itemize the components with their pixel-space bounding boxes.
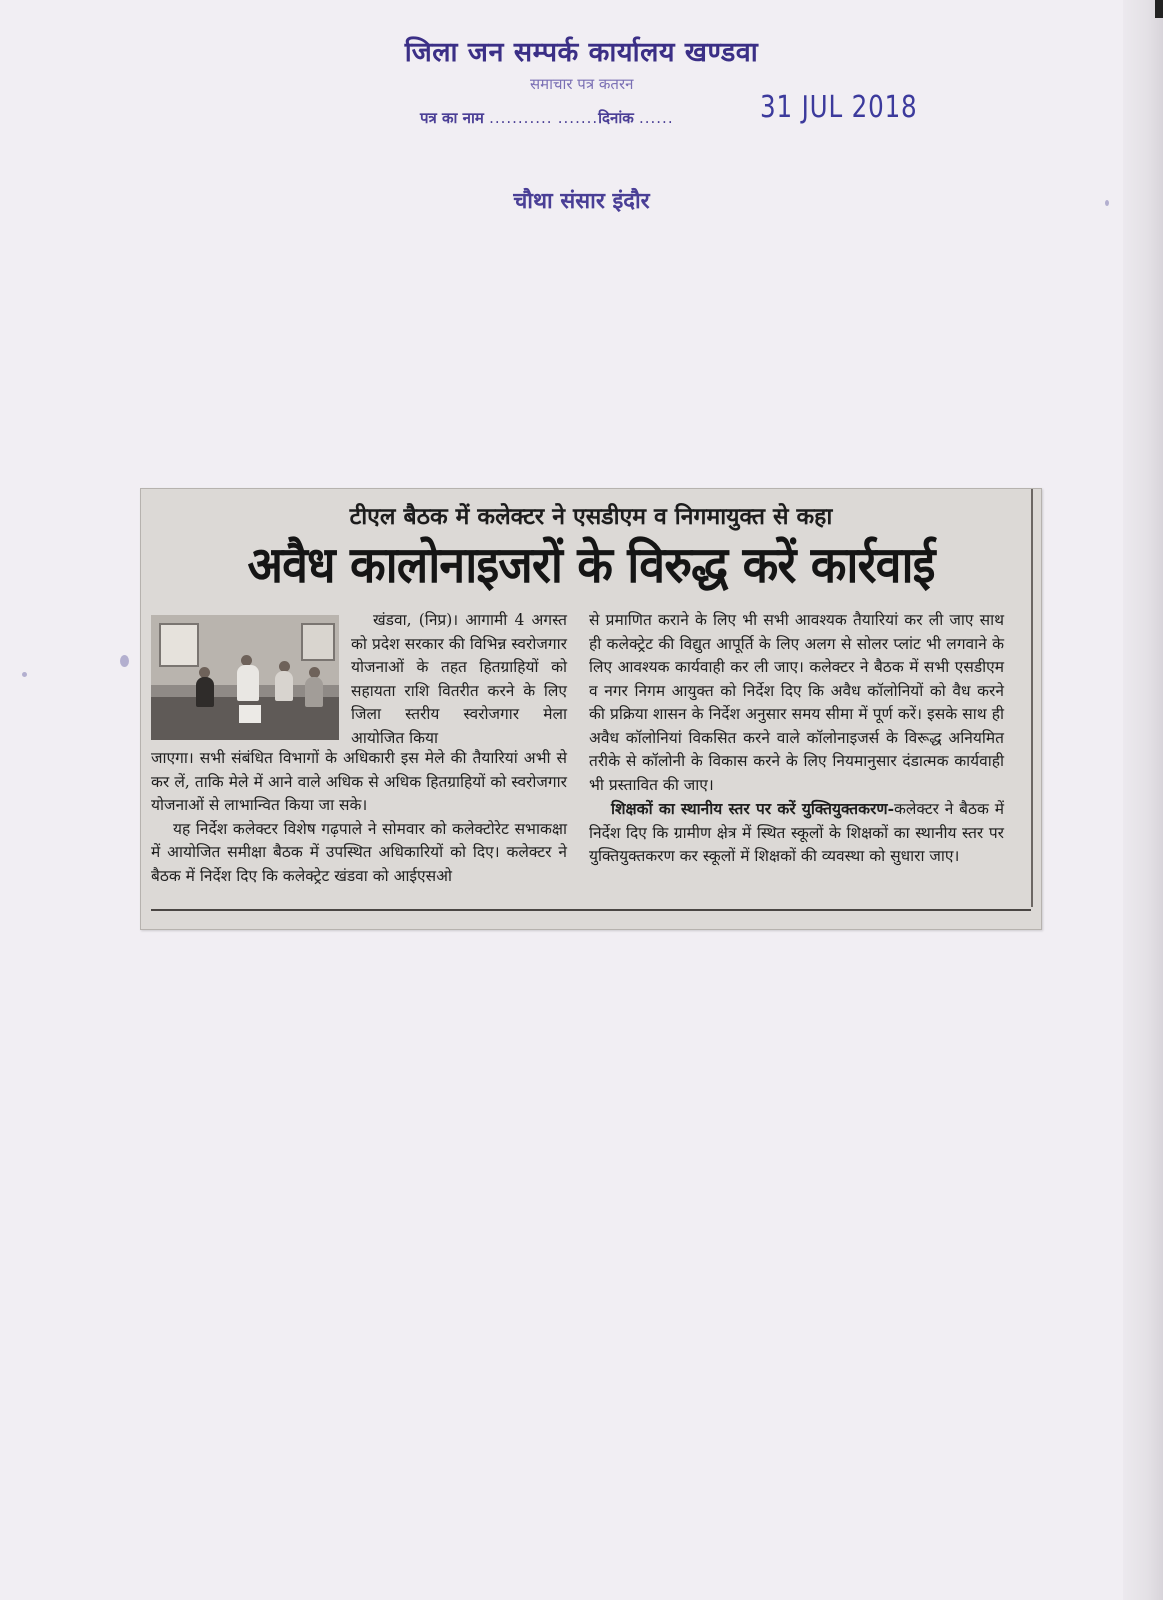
column-rule <box>1031 489 1033 907</box>
subheading: शिक्षकों का स्थानीय स्तर पर करें युक्तियुक्तकरण- <box>611 799 894 818</box>
bottom-rule <box>151 909 1031 911</box>
photo-monitor <box>239 705 261 723</box>
meeting-photo <box>151 615 339 740</box>
article-column-left-bottom <box>151 747 567 888</box>
article-paragraph: यह निर्देश कलेक्टर विशेष गढ़पाले ने सोमवार को कलेक्टोरेट सभाकक्षा में आयोजित समीक्षा बैठक में उपस्थित अधिकारियों को दिए। कलेक्टर ने बैठक में निर्देश दिए कि कलेक्ट्रेट खंडवा को आईएसओ <box>151 819 567 885</box>
article-paragraph <box>589 797 1004 869</box>
office-stamp <box>0 0 1163 240</box>
stamp-subtitle: समाचार पत्र कतरन <box>530 75 634 93</box>
newspaper-name: चौथा संसार इंदौर <box>513 189 650 214</box>
photo-person <box>196 677 214 707</box>
photo-person <box>305 677 323 707</box>
subheading-text: कलेक्टर ने बैठक में निर्देश दिए कि ग्रामीण क्षेत्र में स्थित स्कूलों के शिक्षकों का स्थानीय स्तर पर युक्तियुक्तकरण कर स्कूलों में शिक्षकों की व्यवस्था को सुधारा जाए। <box>589 800 1004 865</box>
newspaper-clipping <box>140 488 1042 930</box>
photo-person <box>237 665 259 701</box>
article-column-left-top <box>351 609 567 750</box>
page-edge <box>1123 0 1163 1600</box>
article-paragraph: खंडवा, (निप्र)। आगामी 4 अगस्त को प्रदेश सरकार की विभिन्न स्वरोजगार योजनाओं के तहत हितग्राहियों को सहायता राशि वितरीत करने के लिए जिला स्तरीय स्वरोजगार मेला आयोजित किया <box>351 611 567 747</box>
article-column-right <box>589 609 1004 869</box>
stamp-dots: ....... <box>557 109 599 127</box>
photo-window <box>301 623 335 661</box>
ink-speck <box>22 672 27 677</box>
paper-name-label: पत्र का नाम <box>420 109 484 127</box>
article-headline: अवैध कालोनाइजरों के विरुद्ध करें कार्रवाई <box>247 536 935 594</box>
article-paragraph: से प्रमाणित कराने के लिए भी सभी आवश्यक तैयारियां कर ली जाए साथ ही कलेक्ट्रेट की विद्युत आपूर्ति के लिए अलग से सोलर प्लांट भी लगवाने के लिए आवश्यक कार्यवाही कर ली जाए। कलेक्टर ने बैठक में सभी एसडीएम व नगर निगम आयुक्त को निर्देश दिए कि अवैध कॉलोनियों को वैध करने की प्रक्रिया शासन के निर्देश अनुसार समय सीमा में पूर्ण करें। इसके साथ ही अवैध कॉलोनियां विकसित करने वाले कॉलोनाइजर्स के विरूद्ध अनियमित तरीके से कॉलोनी के विकास करने के लिए नियमानुसार दंडात्मक कार्यवाही भी प्रस्तावित की जाए। <box>589 611 1004 794</box>
article-kicker: टीएल बैठक में कलेक्टर ने एसडीएम व निगमायुक्त से कहा <box>349 504 833 530</box>
article-paragraph: जाएगा। सभी संबंधित विभागों के अधिकारी इस मेले की तैयारियां अभी से कर लें, ताकि मेले में आने वाले अधिक से अधिक हितग्राहियों को स्वरोजगार योजनाओं से लाभान्वित किया जा सके। <box>151 749 567 814</box>
photo-window <box>159 623 199 667</box>
date-stamp: 31 JUL 2018 <box>760 90 918 125</box>
photo-person <box>275 671 293 701</box>
ink-speck <box>120 655 129 667</box>
date-label: दिनांक <box>598 109 634 127</box>
stamp-office-name: जिला जन सम्पर्क कार्यालय खण्डवा <box>404 37 759 68</box>
stamp-fields <box>420 108 674 128</box>
stamp-dots: ...... <box>638 109 674 127</box>
stamp-dots: ........... <box>489 109 553 127</box>
